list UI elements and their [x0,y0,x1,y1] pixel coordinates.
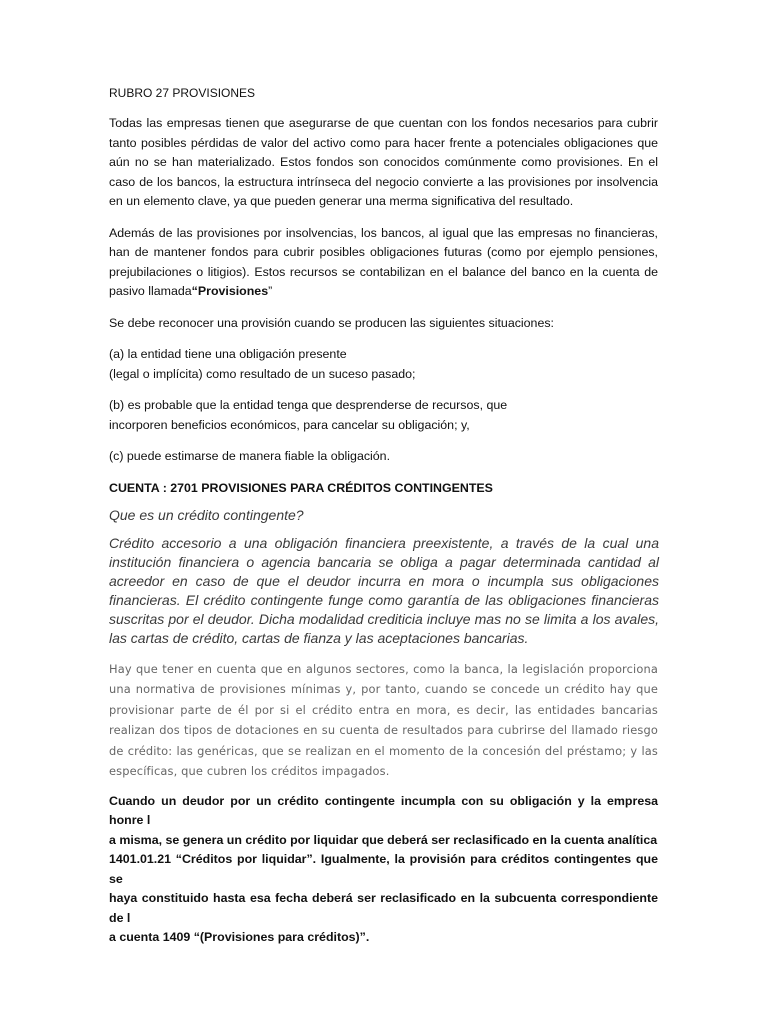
condition-c: (c) puede estimarse de manera fiable la obligación. [109,449,391,463]
condition-a [109,345,658,384]
document-title: RUBRO 27 PROVISIONES [109,86,256,100]
final-line-1: Cuando un deudor por un crédito contingente incumpla con su obligación y la empresa honre l [109,793,658,827]
condition-b-line2: incorporen beneficios económicos, para cancelar su obligación; y, [109,417,470,432]
document-page [109,84,658,948]
question-heading: Que es un crédito contingente? [109,506,304,523]
definition-paragraph: Crédito accesorio a una obligación financiera preexistente, a través de la cual una institución financiera o agencia bancaria se obliga a pagar determinada cantidad al acreedor en caso de que el deudor incurra en mora o incumpla sus obligaciones financieras. El crédito contingente funge como garantía de las obligaciones financieras suscritas por el deudor. Dicha modalidad crediticia incluye mas no se limita a los avales, las cartas de crédito, cartas de fianza y las aceptaciones bancarias. [109,534,659,646]
final-line-2: a misma, se genera un crédito por liquidar que deberá ser reclasificado en la cuenta analítica [109,832,658,847]
grey-paragraph: Hay que tener en cuenta que en algunos sectores, como la banca, la legislación proporciona una normativa de provisiones mínimas y, por tanto, cuando se concede un crédito hay que provisionar parte de él por si el crédito entra en mora, es decir, las entidades bancarias realizan dos tipos de dotaciones en su cuenta de resultados para cubrirse del llamado riesgo de crédito: las genéricas, que se realizan en el momento de la concesión del préstamo; y las específicas, que cubren los créditos impagados. [109,661,658,778]
recognize-statement: Se debe reconocer una provisión cuando se producen las siguientes situaciones: [109,315,554,330]
second-paragraph [109,224,658,302]
condition-a-line1: (a) la entidad tiene una obligación presente [109,347,347,361]
intro-paragraph: Todas las empresas tienen que asegurarse de que cuentan con los fondos necesarios para cubrir tanto posibles pérdidas de valor del activo como para hacer frente a potenciales obligaciones que aún no se han materializado. Estos fondos son conocidos comúnmente como provisiones. En el caso de los bancos, la estructura intrínseca del negocio convierte a las provisiones por insolvencia en un elemento clave, ya que pueden generar una merma significativa del resultado. [109,116,658,208]
second-paragraph-bold: “Provisiones [191,284,269,298]
account-heading: CUENTA : 2701 PROVISIONES PARA CRÉDITOS CONTINGENTES [109,480,493,495]
final-line-5: a cuenta 1409 “(Provisiones para créditos)”. [109,930,370,944]
condition-b-line1: (b) es probable que la entidad tenga que desprenderse de recursos, que [109,398,508,412]
final-paragraph [109,792,658,948]
final-line-3: 1401.01.21 “Créditos por liquidar”. Igualmente, la provisión para créditos contingentes que se [109,852,658,886]
second-paragraph-text: Además de las provisiones por insolvencias, los bancos, al igual que las empresas no financieras, han de mantener fondos para cubrir posibles obligaciones futuras (como por ejemplo pensiones, prejubilaciones o litigios). Estos recursos se contabilizan en el balance del banco en la cuenta de pasivo llamada [109,225,658,298]
condition-b [109,396,658,435]
condition-a-line2: (legal o implícita) como resultado de un suceso pasado; [109,366,416,381]
second-paragraph-end: ” [268,284,273,298]
final-line-4: haya constituido hasta esa fecha deberá ser reclasificado en la subcuenta correspondiente de l [109,891,658,925]
